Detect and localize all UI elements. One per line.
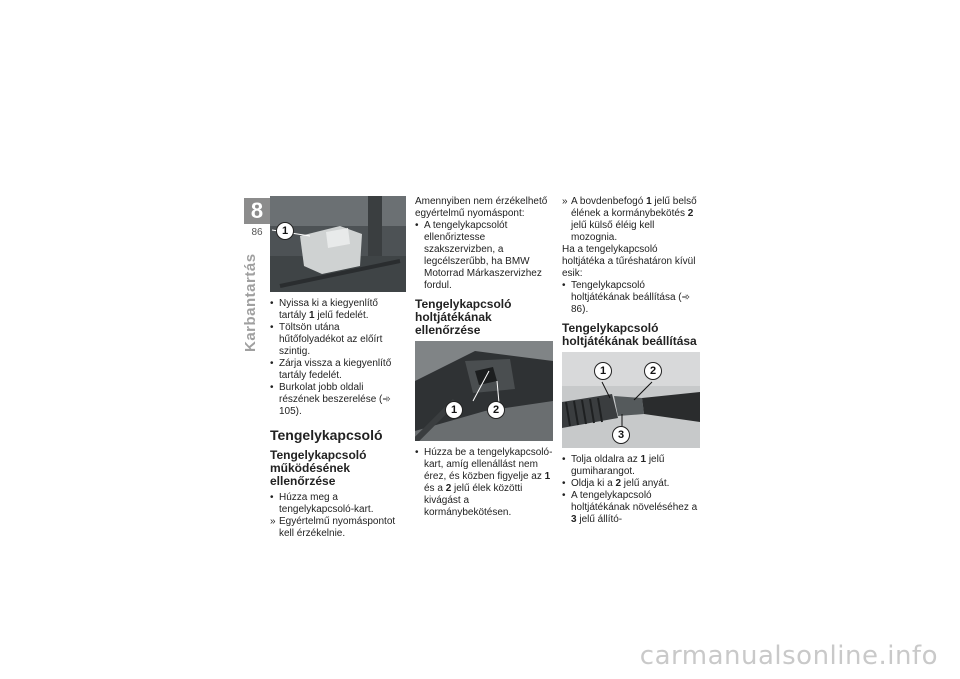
intro-text: Amennyiben nem érzékelhető egyértelmű nyomáspont: [415, 196, 548, 219]
coolant-tank-photo [270, 196, 406, 292]
callout-3: 3 [612, 426, 630, 444]
list-item: • Burkolat jobb oldali részének beszerelése (➾ 105). [270, 382, 406, 418]
list-item: • A tengelykapcsoló holtjátékának növeléséhez a 3 jelű állító- [562, 490, 702, 526]
subsection-heading: Tengelykapcsoló holtjátékának ellenőrzése [415, 297, 512, 337]
condition-text: Ha a tengelykapcsoló holtjátéka a tűréshatáron kívül esik: [562, 244, 696, 279]
list-item: • Töltsön utána hűtőfolyadékot az előírt szintig. [270, 322, 406, 358]
callout-2: 2 [644, 362, 662, 380]
chapter-number: 8 [244, 198, 270, 224]
column-3 [562, 196, 702, 526]
arrow-icon: ➾ [382, 394, 391, 405]
list-item: • Zárja vissza a kiegyenlítő tartály fedelét. [270, 358, 406, 382]
callout-1: 1 [276, 222, 294, 240]
clutch-lever-photo [415, 341, 553, 441]
adjust-link-list [562, 280, 702, 316]
subsection-heading: Tengelykapcsoló működésének ellenőrzése [270, 448, 367, 488]
column-1 [270, 196, 406, 540]
list-item: • Húzza meg a tengelykapcsoló-kart. [270, 492, 406, 516]
list-item: • Húzza be a tengelykapcsoló-kart, amíg ellenállást nem érez, és közben figyelje az 1 és a 2 jelű élek közötti kivágást a kormánybekötésen. [415, 447, 555, 519]
callout-2: 2 [487, 401, 505, 419]
subsection-heading: Tengelykapcsoló holtjátékának beállítása [562, 321, 697, 348]
column-2 [415, 196, 555, 519]
clutch-check-list [270, 492, 406, 540]
callout-1: 1 [594, 362, 612, 380]
coolant-steps-list [270, 298, 406, 418]
section-title: Karbantartás [242, 253, 259, 352]
result-item: » Egyértelmű nyomáspontot kell érzékelnie. [270, 516, 406, 540]
workshop-list [415, 220, 555, 292]
list-item: • Nyissa ki a kiegyenlítő tartály 1 jelű fedelét. [270, 298, 406, 322]
callout-1: 1 [445, 401, 463, 419]
arrow-icon: ➾ [681, 292, 691, 303]
freeplay-check-list [415, 447, 555, 519]
list-item: • Tolja oldalra az 1 jelű gumiharangot. [562, 454, 702, 478]
adjust-steps-list [562, 454, 702, 526]
list-item: • Tengelykapcsoló holtjátékának beállítása (➾ 86). [562, 280, 702, 316]
watermark: carmanualsonline.info [639, 641, 938, 671]
section-heading: Tengelykapcsoló [270, 427, 383, 443]
page-number: 86 [251, 227, 263, 238]
result-list [562, 196, 702, 244]
clutch-adjust-photo [562, 352, 700, 448]
result-item: » A bovdenbefogó 1 jelű belső élének a kormánybekötés 2 jelű külső éléig kell mozognia. [562, 196, 702, 244]
list-item: • Oldja ki a 2 jelű anyát. [562, 478, 702, 490]
list-item: • A tengelykapcsolót ellenőriztesse szakszervizben, a legcélszerűbb, ha BMW Motorrad Márkaszervizhez fordul. [415, 220, 555, 292]
chapter-sidebar [244, 198, 270, 238]
